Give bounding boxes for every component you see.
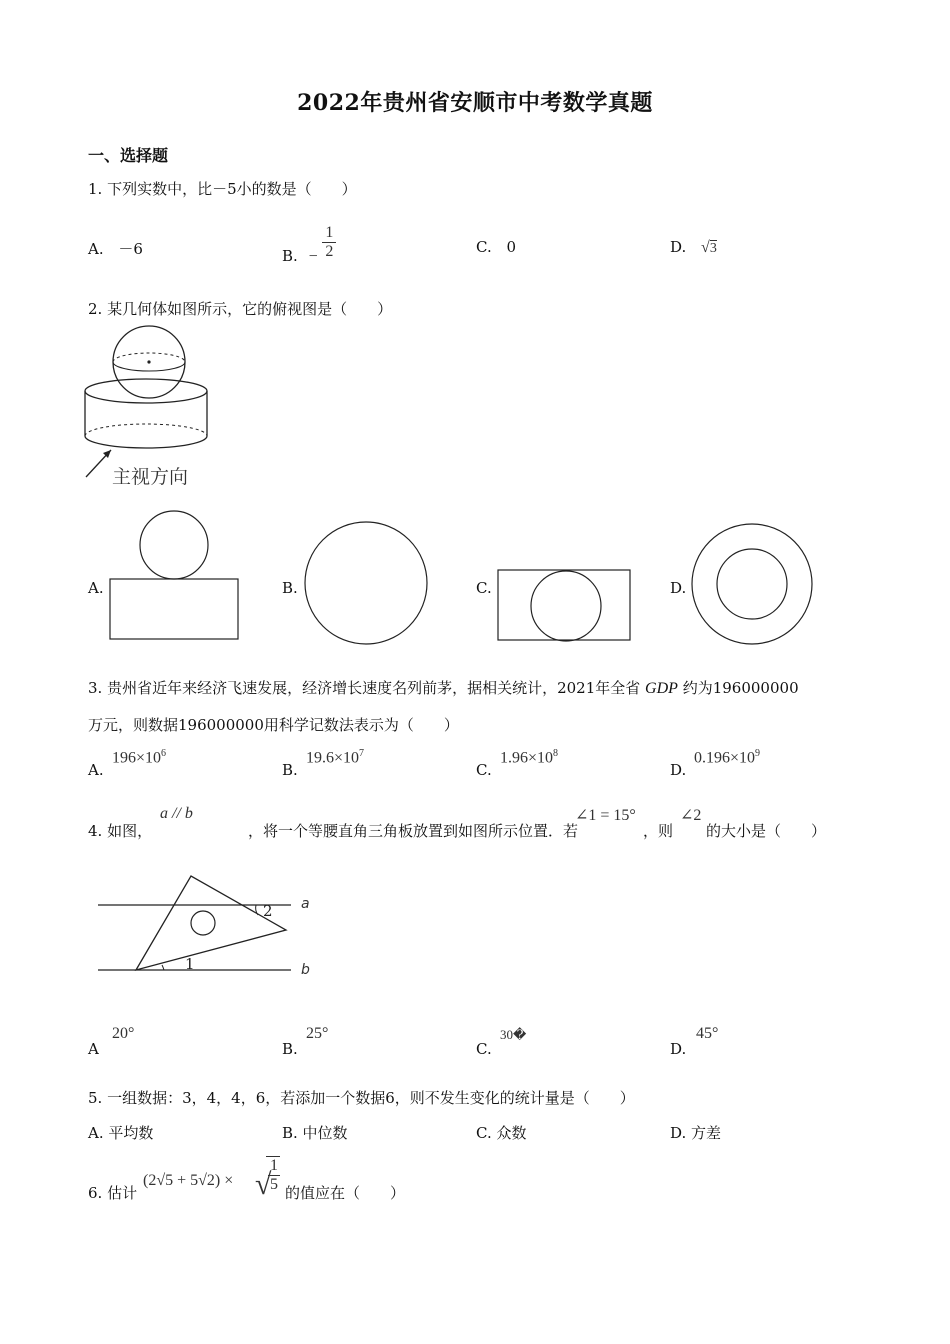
angle-1-arc xyxy=(162,965,164,970)
question-1: 1. 下列实数中，比－5小的数是（ ） xyxy=(88,180,357,198)
q4-option-c[interactable]: C. xyxy=(476,1040,492,1058)
denominator: 5 xyxy=(270,1176,278,1193)
q4-option-d-value: 45° xyxy=(696,1025,719,1042)
angle-1-expression: ∠1 = 15° xyxy=(575,807,636,824)
q5-option-b[interactable]: B. 中位数 xyxy=(282,1124,348,1142)
parallel-expression: a // b xyxy=(160,805,193,822)
fraction-one-fifth xyxy=(268,1157,280,1194)
inner-circle xyxy=(717,549,787,619)
q3-option-c-value xyxy=(500,748,558,767)
cylinder-top xyxy=(85,379,207,391)
q3-option-d[interactable] xyxy=(670,761,686,779)
cylinder-bottom-front xyxy=(85,436,207,448)
q1-option-a[interactable] xyxy=(88,238,143,259)
option-letter: C. xyxy=(476,238,492,256)
q3-option-b-value xyxy=(306,748,364,767)
option-letter: B. xyxy=(282,761,298,779)
q1-option-b[interactable] xyxy=(282,214,336,265)
radical-sign: √ xyxy=(701,239,710,256)
option-letter: A. xyxy=(88,240,104,258)
q6-radical-sign: √ xyxy=(255,1168,272,1201)
q3-option-a[interactable] xyxy=(88,761,104,779)
q4-option-b[interactable]: B. xyxy=(282,1040,298,1058)
sci-exp: 7 xyxy=(359,748,365,759)
option-letter: A. xyxy=(88,761,104,779)
question-3-text: 3. 贵州省近年来经济飞速发展，经济增长速度名列前茅，据相关统计，2021年全省 xyxy=(88,679,641,697)
question-4-part-3: ，则 xyxy=(643,822,674,840)
cylinder-top-front xyxy=(85,391,207,403)
question-3-line-2: 万元，则数据196000000用科学记数法表示为（ ） xyxy=(88,716,459,734)
ruler-hole xyxy=(191,911,215,935)
option-letter: B. xyxy=(282,246,298,265)
q2-option-a-figure[interactable] xyxy=(108,510,240,642)
sci-exp: 9 xyxy=(755,748,761,759)
q4-option-a[interactable]: A xyxy=(88,1040,99,1058)
radicand: 3 xyxy=(709,241,717,256)
q3-option-a-value xyxy=(112,748,166,767)
sci-exp: 8 xyxy=(553,748,559,759)
numerator: 1 xyxy=(270,1157,278,1174)
q3-option-b[interactable] xyxy=(282,761,298,779)
circle-shape xyxy=(305,522,427,644)
option-letter: D. xyxy=(670,238,687,256)
q2-option-b-figure[interactable] xyxy=(302,520,430,648)
minus-sign: − xyxy=(308,247,318,265)
view-direction-label: 主视方向 xyxy=(112,466,189,488)
option-value: －6 xyxy=(118,240,143,258)
sci-exp: 6 xyxy=(161,748,167,759)
label-b: b xyxy=(301,962,310,978)
q6-radical-fraction xyxy=(266,1156,280,1194)
question-5: 5. 一组数据：3，4，4，6，若添加一个数据6，则不发生变化的统计量是（ ） xyxy=(88,1089,635,1107)
fraction-one-half xyxy=(322,224,336,261)
option-value: 0 xyxy=(506,238,517,256)
question-6-suffix: 的值应在（ ） xyxy=(285,1184,406,1202)
q6-expression: (2√5 + 5√2) × xyxy=(143,1172,234,1189)
circle-shape xyxy=(531,571,601,641)
q5-option-d[interactable]: D. 方差 xyxy=(670,1124,722,1142)
q3-option-c[interactable] xyxy=(476,761,492,779)
option-letter: C. xyxy=(476,761,492,779)
gdp-term: GDP xyxy=(645,680,678,697)
q2-option-b-letter[interactable]: B. xyxy=(282,579,298,597)
cylinder-bottom-back xyxy=(85,424,207,436)
section-heading: 一、选择题 xyxy=(88,146,169,165)
q2-option-d-figure[interactable] xyxy=(690,520,818,648)
question-4-part-1: 4. 如图， xyxy=(88,822,153,840)
denominator: 2 xyxy=(325,243,334,260)
q1-option-d[interactable] xyxy=(670,238,717,257)
q5-option-c[interactable]: C. 众数 xyxy=(476,1124,527,1142)
sci-base: 196×10 xyxy=(112,749,162,767)
q3-option-d-value xyxy=(694,748,760,767)
outer-circle xyxy=(692,524,812,644)
sci-base: 0.196×10 xyxy=(694,749,756,767)
q2-option-a-letter[interactable]: A. xyxy=(88,579,104,597)
rectangle-shape xyxy=(110,579,238,639)
sphere-center-dot xyxy=(147,360,150,363)
q1-option-c[interactable] xyxy=(476,238,516,256)
page-title: 2022年贵州省安顺市中考数学真题 xyxy=(297,90,653,116)
angle-2-expression: ∠2 xyxy=(680,807,702,824)
question-4-part-2: ，将一个等腰直角三角板放置到如图所示位置．若 xyxy=(248,822,579,840)
q4-option-c-value: 30� xyxy=(500,1027,527,1042)
label-angle-2: 2 xyxy=(263,902,273,920)
triangle-ruler xyxy=(136,876,286,970)
label-angle-1: 1 xyxy=(185,955,195,973)
q2-option-c-letter[interactable]: C. xyxy=(476,579,492,597)
question-2: 2. 某几何体如图所示，它的俯视图是（ ） xyxy=(88,300,393,318)
question-3-text-tail: 约为196000000 xyxy=(682,679,799,697)
q2-option-d-letter[interactable]: D. xyxy=(670,579,687,597)
sci-base: 1.96×10 xyxy=(500,749,554,767)
q4-option-b-value: 25° xyxy=(306,1025,329,1042)
q4-figure xyxy=(96,870,316,982)
circle-shape xyxy=(140,511,208,579)
rectangle-shape xyxy=(498,570,630,640)
question-3-line-1 xyxy=(88,677,799,698)
question-4-part-4: 的大小是（ ） xyxy=(706,822,827,840)
q2-option-c-figure[interactable] xyxy=(496,568,634,644)
label-a: a xyxy=(301,896,310,912)
q4-option-a-value: 20° xyxy=(112,1025,135,1042)
option-letter: D. xyxy=(670,761,687,779)
q4-option-d[interactable]: D. xyxy=(670,1040,687,1058)
q5-option-a[interactable]: A. 平均数 xyxy=(88,1124,154,1142)
sci-base: 19.6×10 xyxy=(306,749,360,767)
numerator: 1 xyxy=(325,224,334,241)
question-6-prefix: 6. 估计 xyxy=(88,1184,138,1202)
